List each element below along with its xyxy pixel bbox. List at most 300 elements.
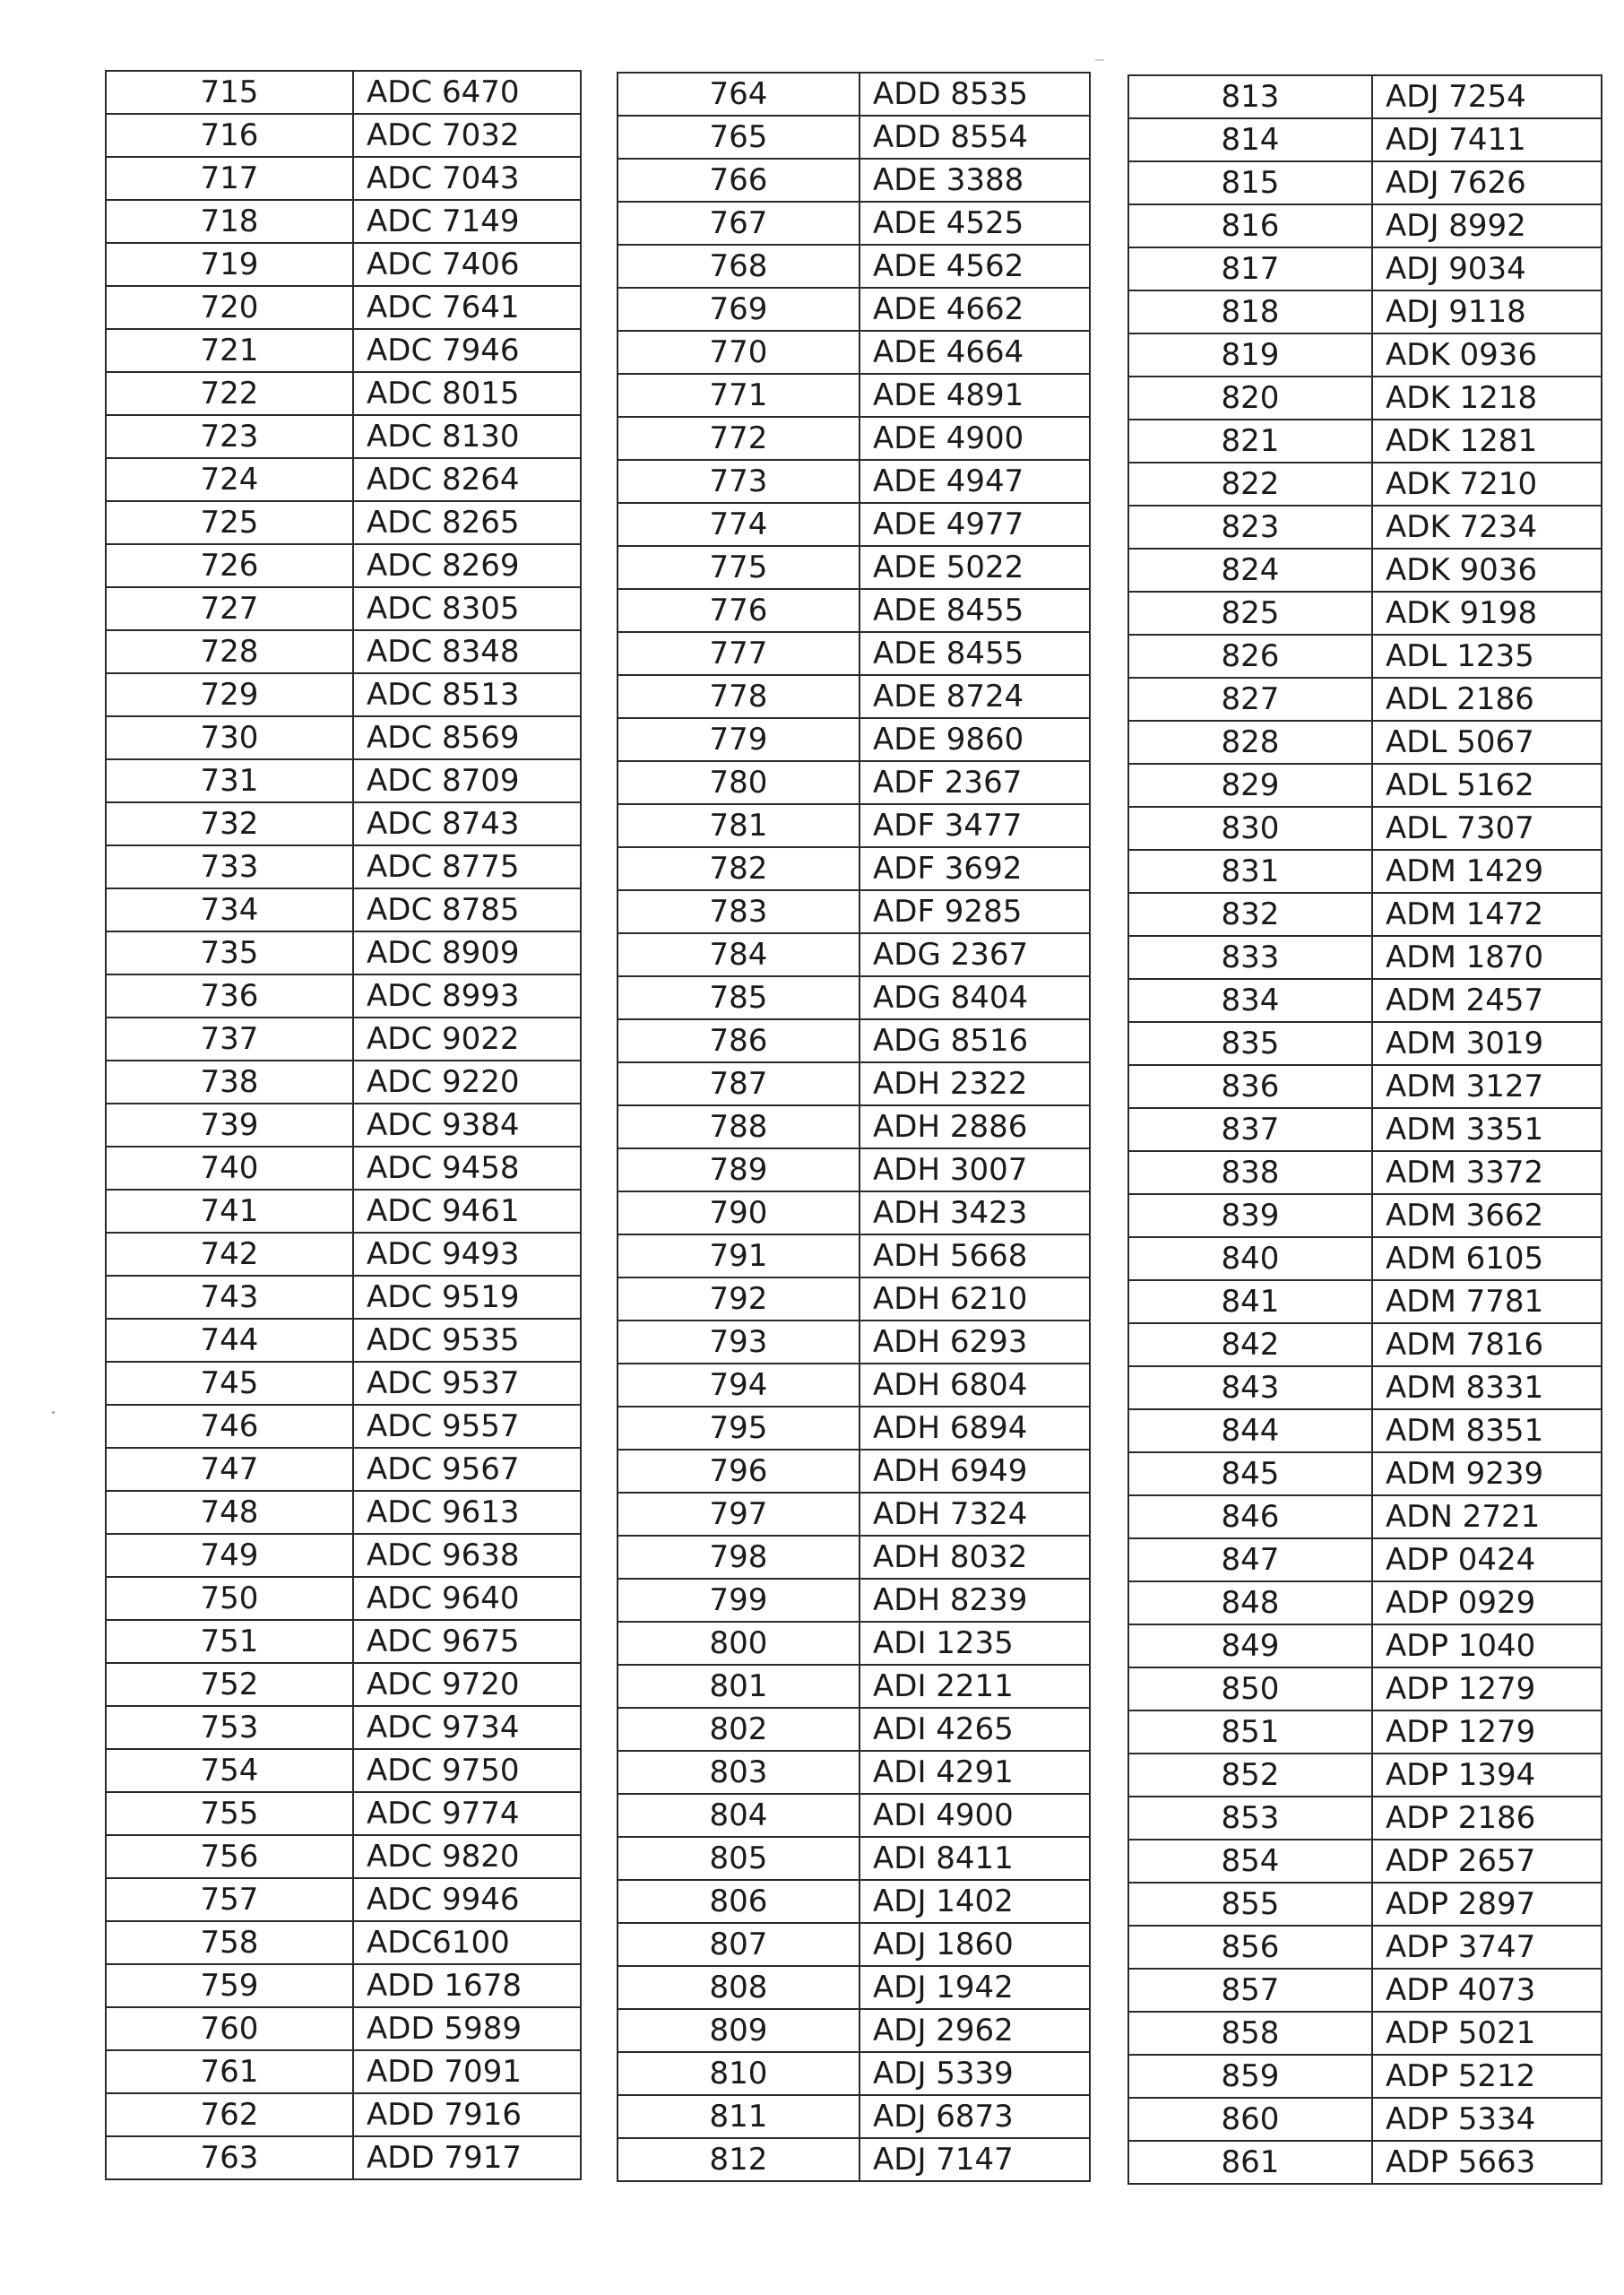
row-number: 784: [618, 933, 860, 976]
row-number: 715: [106, 71, 353, 114]
table-row: [1128, 1969, 1602, 2012]
row-number: 791: [618, 1234, 860, 1277]
row-number: 775: [618, 546, 860, 589]
registration-code: ADC 9734: [353, 1706, 581, 1749]
table-row: [106, 845, 581, 888]
table-row: [1128, 1022, 1602, 1065]
registration-code: ADC 9774: [353, 1792, 581, 1835]
registration-code: ADM 7816: [1372, 1323, 1602, 1366]
row-number: 736: [106, 974, 353, 1018]
table-row: [1128, 807, 1602, 850]
row-number: 859: [1128, 2055, 1372, 2098]
table-row: [618, 1837, 1090, 1880]
table-row: [618, 718, 1090, 761]
table-row: [618, 933, 1090, 976]
row-number: 823: [1128, 506, 1372, 549]
registration-code: ADC 9820: [353, 1835, 581, 1878]
table-row: [618, 632, 1090, 675]
table-row: [618, 245, 1090, 288]
table-row: [1128, 1624, 1602, 1667]
table-row: [106, 286, 581, 329]
registration-code: ADE 4664: [860, 331, 1090, 374]
row-number: 842: [1128, 1323, 1372, 1366]
registration-code: ADD 7091: [353, 2050, 581, 2093]
registration-code: ADC 8743: [353, 802, 581, 845]
row-number: 792: [618, 1277, 860, 1321]
registration-code: ADK 9036: [1372, 549, 1602, 592]
registration-code: ADC 9493: [353, 1233, 581, 1276]
row-number: 794: [618, 1364, 860, 1407]
registration-code: ADI 4265: [860, 1708, 1090, 1751]
registration-code: ADP 1279: [1372, 1667, 1602, 1710]
registration-code: ADH 6894: [860, 1407, 1090, 1450]
registration-code: ADF 3477: [860, 804, 1090, 847]
row-number: 728: [106, 630, 353, 673]
table-row: [106, 673, 581, 716]
row-number: 808: [618, 1966, 860, 2009]
row-number: 827: [1128, 678, 1372, 721]
row-number: 803: [618, 1751, 860, 1794]
row-number: 805: [618, 1837, 860, 1880]
table-row: [618, 1536, 1090, 1579]
table-row: [106, 888, 581, 931]
table-row: [1128, 2012, 1602, 2055]
table-row: [1128, 1323, 1602, 1366]
row-number: 843: [1128, 1366, 1372, 1409]
registration-code: ADM 1429: [1372, 850, 1602, 893]
table-row: [1128, 333, 1602, 377]
row-number: 828: [1128, 721, 1372, 764]
row-number: 735: [106, 931, 353, 974]
table-row: [1128, 635, 1602, 678]
registration-code: ADC 9519: [353, 1276, 581, 1319]
row-number: 819: [1128, 333, 1372, 377]
row-number: 719: [106, 243, 353, 286]
table-row: [106, 114, 581, 157]
row-number: 847: [1128, 1538, 1372, 1581]
registration-code: ADH 6210: [860, 1277, 1090, 1321]
registration-code: ADC 9720: [353, 1663, 581, 1706]
table-row: [106, 1964, 581, 2007]
table-row: [106, 802, 581, 845]
table-row: [618, 1191, 1090, 1234]
registration-code: ADC 7406: [353, 243, 581, 286]
registration-code: ADM 3019: [1372, 1022, 1602, 1065]
row-number: 851: [1128, 1710, 1372, 1754]
table-row: [618, 460, 1090, 503]
registration-code: ADP 3747: [1372, 1926, 1602, 1969]
table-row: [618, 331, 1090, 374]
row-number: 825: [1128, 592, 1372, 635]
registration-code: ADE 3388: [860, 159, 1090, 202]
registration-code: ADD 8535: [860, 73, 1090, 116]
row-number: 749: [106, 1534, 353, 1577]
row-number: 788: [618, 1105, 860, 1148]
registration-code: ADH 3423: [860, 1191, 1090, 1234]
registration-code: ADC 7641: [353, 286, 581, 329]
table-row: [618, 1148, 1090, 1191]
registration-code: ADD 1678: [353, 1964, 581, 2007]
table-row: [1128, 1495, 1602, 1538]
row-number: 822: [1128, 463, 1372, 506]
registration-code: ADC 9461: [353, 1190, 581, 1233]
registration-code: ADM 3127: [1372, 1065, 1602, 1108]
row-number: 783: [618, 890, 860, 933]
row-number: 766: [618, 159, 860, 202]
row-number: 838: [1128, 1151, 1372, 1194]
table-row: [618, 1751, 1090, 1794]
registration-code: ADH 8239: [860, 1579, 1090, 1622]
table-row: [106, 243, 581, 286]
table-row: [1128, 290, 1602, 333]
table-row: [106, 1147, 581, 1190]
row-number: 811: [618, 2095, 860, 2138]
registration-code: ADJ 9118: [1372, 290, 1602, 333]
row-number: 809: [618, 2009, 860, 2052]
registration-code: ADM 3662: [1372, 1194, 1602, 1237]
registration-code: ADC 9557: [353, 1405, 581, 1448]
row-number: 806: [618, 1880, 860, 1923]
registration-code: ADE 8455: [860, 632, 1090, 675]
row-number: 787: [618, 1062, 860, 1105]
registration-code: ADJ 1402: [860, 1880, 1090, 1923]
registration-code: ADC6100: [353, 1921, 581, 1964]
scan-speck: [1095, 59, 1104, 61]
registration-code: ADP 4073: [1372, 1969, 1602, 2012]
table-row: [106, 1448, 581, 1491]
registration-code: ADP 5334: [1372, 2098, 1602, 2141]
table-row: [1128, 764, 1602, 807]
registration-code: ADE 9860: [860, 718, 1090, 761]
row-number: 795: [618, 1407, 860, 1450]
table-row: [106, 415, 581, 458]
row-number: 831: [1128, 850, 1372, 893]
registration-code: ADL 2186: [1372, 678, 1602, 721]
registration-code: ADM 9239: [1372, 1452, 1602, 1495]
table-row: [1128, 893, 1602, 936]
table-row: [618, 1708, 1090, 1751]
table-row: [1128, 1108, 1602, 1151]
registration-code: ADL 5067: [1372, 721, 1602, 764]
row-number: 860: [1128, 2098, 1372, 2141]
row-number: 849: [1128, 1624, 1372, 1667]
row-number: 854: [1128, 1840, 1372, 1883]
registration-code: ADM 3372: [1372, 1151, 1602, 1194]
table-row: [1128, 2098, 1602, 2141]
row-number: 789: [618, 1148, 860, 1191]
registration-code: ADG 2367: [860, 933, 1090, 976]
registration-code: ADC 8513: [353, 673, 581, 716]
registration-code: ADH 6804: [860, 1364, 1090, 1407]
registration-code: ADJ 2962: [860, 2009, 1090, 2052]
registration-code: ADC 9384: [353, 1104, 581, 1147]
table-row: [1128, 1237, 1602, 1280]
row-number: 782: [618, 847, 860, 890]
row-number: 834: [1128, 979, 1372, 1022]
row-number: 832: [1128, 893, 1372, 936]
row-number: 718: [106, 200, 353, 243]
registration-code: ADM 7781: [1372, 1280, 1602, 1323]
table-row: [618, 1105, 1090, 1148]
table-row: [106, 2050, 581, 2093]
registration-code: ADP 0929: [1372, 1581, 1602, 1624]
table-row: [618, 417, 1090, 460]
row-number: 797: [618, 1493, 860, 1536]
row-number: 807: [618, 1923, 860, 1966]
table-row: [1128, 1194, 1602, 1237]
table-row: [106, 587, 581, 630]
registration-code: ADE 4662: [860, 288, 1090, 331]
registration-code: ADC 8265: [353, 501, 581, 544]
table-row: [106, 1104, 581, 1147]
row-number: 755: [106, 1792, 353, 1835]
table-row: [106, 2136, 581, 2179]
scan-speck: [52, 1411, 55, 1414]
table-row: [106, 1706, 581, 1749]
row-number: 761: [106, 2050, 353, 2093]
row-number: 840: [1128, 1237, 1372, 1280]
table-row: [1128, 1538, 1602, 1581]
table-row: [106, 372, 581, 415]
row-number: 824: [1128, 549, 1372, 592]
table-row: [106, 759, 581, 802]
registration-code: ADD 5989: [353, 2007, 581, 2050]
registration-code: ADJ 1942: [860, 1966, 1090, 2009]
table-row: [106, 71, 581, 114]
registration-code: ADP 5663: [1372, 2141, 1602, 2184]
row-number: 757: [106, 1878, 353, 1921]
registration-code: ADP 2897: [1372, 1883, 1602, 1926]
registration-code: ADC 8909: [353, 931, 581, 974]
row-number: 748: [106, 1491, 353, 1534]
table-row: [106, 1792, 581, 1835]
row-number: 725: [106, 501, 353, 544]
row-number: 830: [1128, 807, 1372, 850]
table-row: [106, 2007, 581, 2050]
registration-code: ADH 2886: [860, 1105, 1090, 1148]
registration-code: ADC 7032: [353, 114, 581, 157]
table-row: [106, 1233, 581, 1276]
row-number: 724: [106, 458, 353, 501]
registration-code: ADF 9285: [860, 890, 1090, 933]
registration-code: ADC 6470: [353, 71, 581, 114]
row-number: 836: [1128, 1065, 1372, 1108]
registration-code: ADP 1040: [1372, 1624, 1602, 1667]
table-row: [618, 1234, 1090, 1277]
registration-code: ADM 8331: [1372, 1366, 1602, 1409]
table-row: [1128, 678, 1602, 721]
row-number: 738: [106, 1061, 353, 1104]
table-row: [1128, 850, 1602, 893]
table-row: [1128, 1151, 1602, 1194]
row-number: 779: [618, 718, 860, 761]
table-row: [1128, 1065, 1602, 1108]
table-row: [1128, 1797, 1602, 1840]
registration-code: ADC 9567: [353, 1448, 581, 1491]
table-row: [618, 116, 1090, 159]
row-number: 776: [618, 589, 860, 632]
row-number: 750: [106, 1577, 353, 1620]
registration-code: ADC 8569: [353, 716, 581, 759]
registration-code: ADC 9640: [353, 1577, 581, 1620]
table-row: [106, 1362, 581, 1405]
register-table-1: [105, 70, 582, 2180]
registration-code: ADC 7149: [353, 200, 581, 243]
registration-code: ADH 6949: [860, 1450, 1090, 1493]
registration-code: ADK 0936: [1372, 333, 1602, 377]
row-number: 726: [106, 544, 353, 587]
table-row: [618, 1579, 1090, 1622]
row-number: 801: [618, 1665, 860, 1708]
registration-code: ADC 9638: [353, 1534, 581, 1577]
registration-code: ADN 2721: [1372, 1495, 1602, 1538]
registration-code: ADM 3351: [1372, 1108, 1602, 1151]
registration-code: ADM 1870: [1372, 936, 1602, 979]
registration-code: ADJ 8992: [1372, 204, 1602, 247]
row-number: 841: [1128, 1280, 1372, 1323]
table-row: [1128, 247, 1602, 290]
row-number: 844: [1128, 1409, 1372, 1452]
table-row: [106, 716, 581, 759]
table-row: [618, 73, 1090, 116]
row-number: 737: [106, 1018, 353, 1061]
table-row: [618, 1665, 1090, 1708]
registration-code: ADC 8130: [353, 415, 581, 458]
registration-code: ADP 0424: [1372, 1538, 1602, 1581]
row-number: 745: [106, 1362, 353, 1405]
row-number: 855: [1128, 1883, 1372, 1926]
row-number: 721: [106, 329, 353, 372]
table-row: [1128, 1840, 1602, 1883]
row-number: 820: [1128, 377, 1372, 420]
row-number: 815: [1128, 161, 1372, 204]
row-number: 835: [1128, 1022, 1372, 1065]
table-row: [1128, 161, 1602, 204]
row-number: 741: [106, 1190, 353, 1233]
registration-code: ADK 9198: [1372, 592, 1602, 635]
table-row: [618, 2095, 1090, 2138]
row-number: 774: [618, 503, 860, 546]
row-number: 861: [1128, 2141, 1372, 2184]
registration-code: ADC 8305: [353, 587, 581, 630]
registration-code: ADF 3692: [860, 847, 1090, 890]
table-row: [106, 1018, 581, 1061]
row-number: 781: [618, 804, 860, 847]
row-number: 768: [618, 245, 860, 288]
table-row: [106, 544, 581, 587]
row-number: 833: [1128, 936, 1372, 979]
registration-code: ADE 5022: [860, 546, 1090, 589]
row-number: 732: [106, 802, 353, 845]
row-number: 756: [106, 1835, 353, 1878]
row-number: 764: [618, 73, 860, 116]
registration-code: ADE 4947: [860, 460, 1090, 503]
registration-code: ADE 4900: [860, 417, 1090, 460]
table-row: [618, 1794, 1090, 1837]
table-row: [1128, 1280, 1602, 1323]
row-number: 763: [106, 2136, 353, 2179]
row-number: 722: [106, 372, 353, 415]
table-row: [106, 1276, 581, 1319]
table-row: [106, 931, 581, 974]
registration-code: ADG 8516: [860, 1019, 1090, 1062]
registration-code: ADJ 7411: [1372, 118, 1602, 161]
table-row: [106, 630, 581, 673]
table-row: [1128, 979, 1602, 1022]
registration-code: ADJ 7626: [1372, 161, 1602, 204]
table-row: [106, 1663, 581, 1706]
registration-code: ADM 6105: [1372, 1237, 1602, 1280]
row-number: 733: [106, 845, 353, 888]
registration-code: ADL 7307: [1372, 807, 1602, 850]
registration-code: ADK 7234: [1372, 506, 1602, 549]
table-row: [618, 374, 1090, 417]
table-row: [1128, 463, 1602, 506]
registration-code: ADE 4525: [860, 202, 1090, 245]
row-number: 780: [618, 761, 860, 804]
table-row: [1128, 1452, 1602, 1495]
registration-code: ADE 8455: [860, 589, 1090, 632]
row-number: 856: [1128, 1926, 1372, 1969]
registration-code: ADC 8015: [353, 372, 581, 415]
registration-code: ADH 6293: [860, 1321, 1090, 1364]
register-table-2-body: [618, 73, 1090, 2181]
row-number: 762: [106, 2093, 353, 2136]
table-row: [618, 2052, 1090, 2095]
registration-code: ADE 4891: [860, 374, 1090, 417]
registration-code: ADP 1279: [1372, 1710, 1602, 1754]
table-row: [106, 1491, 581, 1534]
table-row: [106, 1878, 581, 1921]
table-row: [1128, 1667, 1602, 1710]
table-row: [618, 1019, 1090, 1062]
table-row: [618, 1321, 1090, 1364]
registration-code: ADP 5212: [1372, 2055, 1602, 2098]
registration-code: ADC 7946: [353, 329, 581, 372]
table-row: [1128, 1366, 1602, 1409]
registration-code: ADK 1218: [1372, 377, 1602, 420]
row-number: 818: [1128, 290, 1372, 333]
registration-code: ADM 8351: [1372, 1409, 1602, 1452]
table-row: [106, 1319, 581, 1362]
registration-code: ADH 3007: [860, 1148, 1090, 1191]
table-row: [1128, 204, 1602, 247]
table-row: [618, 804, 1090, 847]
row-number: 723: [106, 415, 353, 458]
table-row: [106, 2093, 581, 2136]
registration-code: ADF 2367: [860, 761, 1090, 804]
table-row: [106, 329, 581, 372]
table-row: [106, 458, 581, 501]
registration-code: ADG 8404: [860, 976, 1090, 1019]
row-number: 821: [1128, 420, 1372, 463]
row-number: 852: [1128, 1754, 1372, 1797]
row-number: 734: [106, 888, 353, 931]
registration-code: ADK 7210: [1372, 463, 1602, 506]
row-number: 796: [618, 1450, 860, 1493]
table-row: [106, 501, 581, 544]
table-row: [106, 200, 581, 243]
table-row: [618, 288, 1090, 331]
table-row: [618, 890, 1090, 933]
table-row: [106, 1534, 581, 1577]
registration-code: ADC 9535: [353, 1319, 581, 1362]
registration-code: ADC 8709: [353, 759, 581, 802]
table-row: [618, 2009, 1090, 2052]
row-number: 785: [618, 976, 860, 1019]
registration-code: ADC 9022: [353, 1018, 581, 1061]
table-row: [1128, 75, 1602, 118]
